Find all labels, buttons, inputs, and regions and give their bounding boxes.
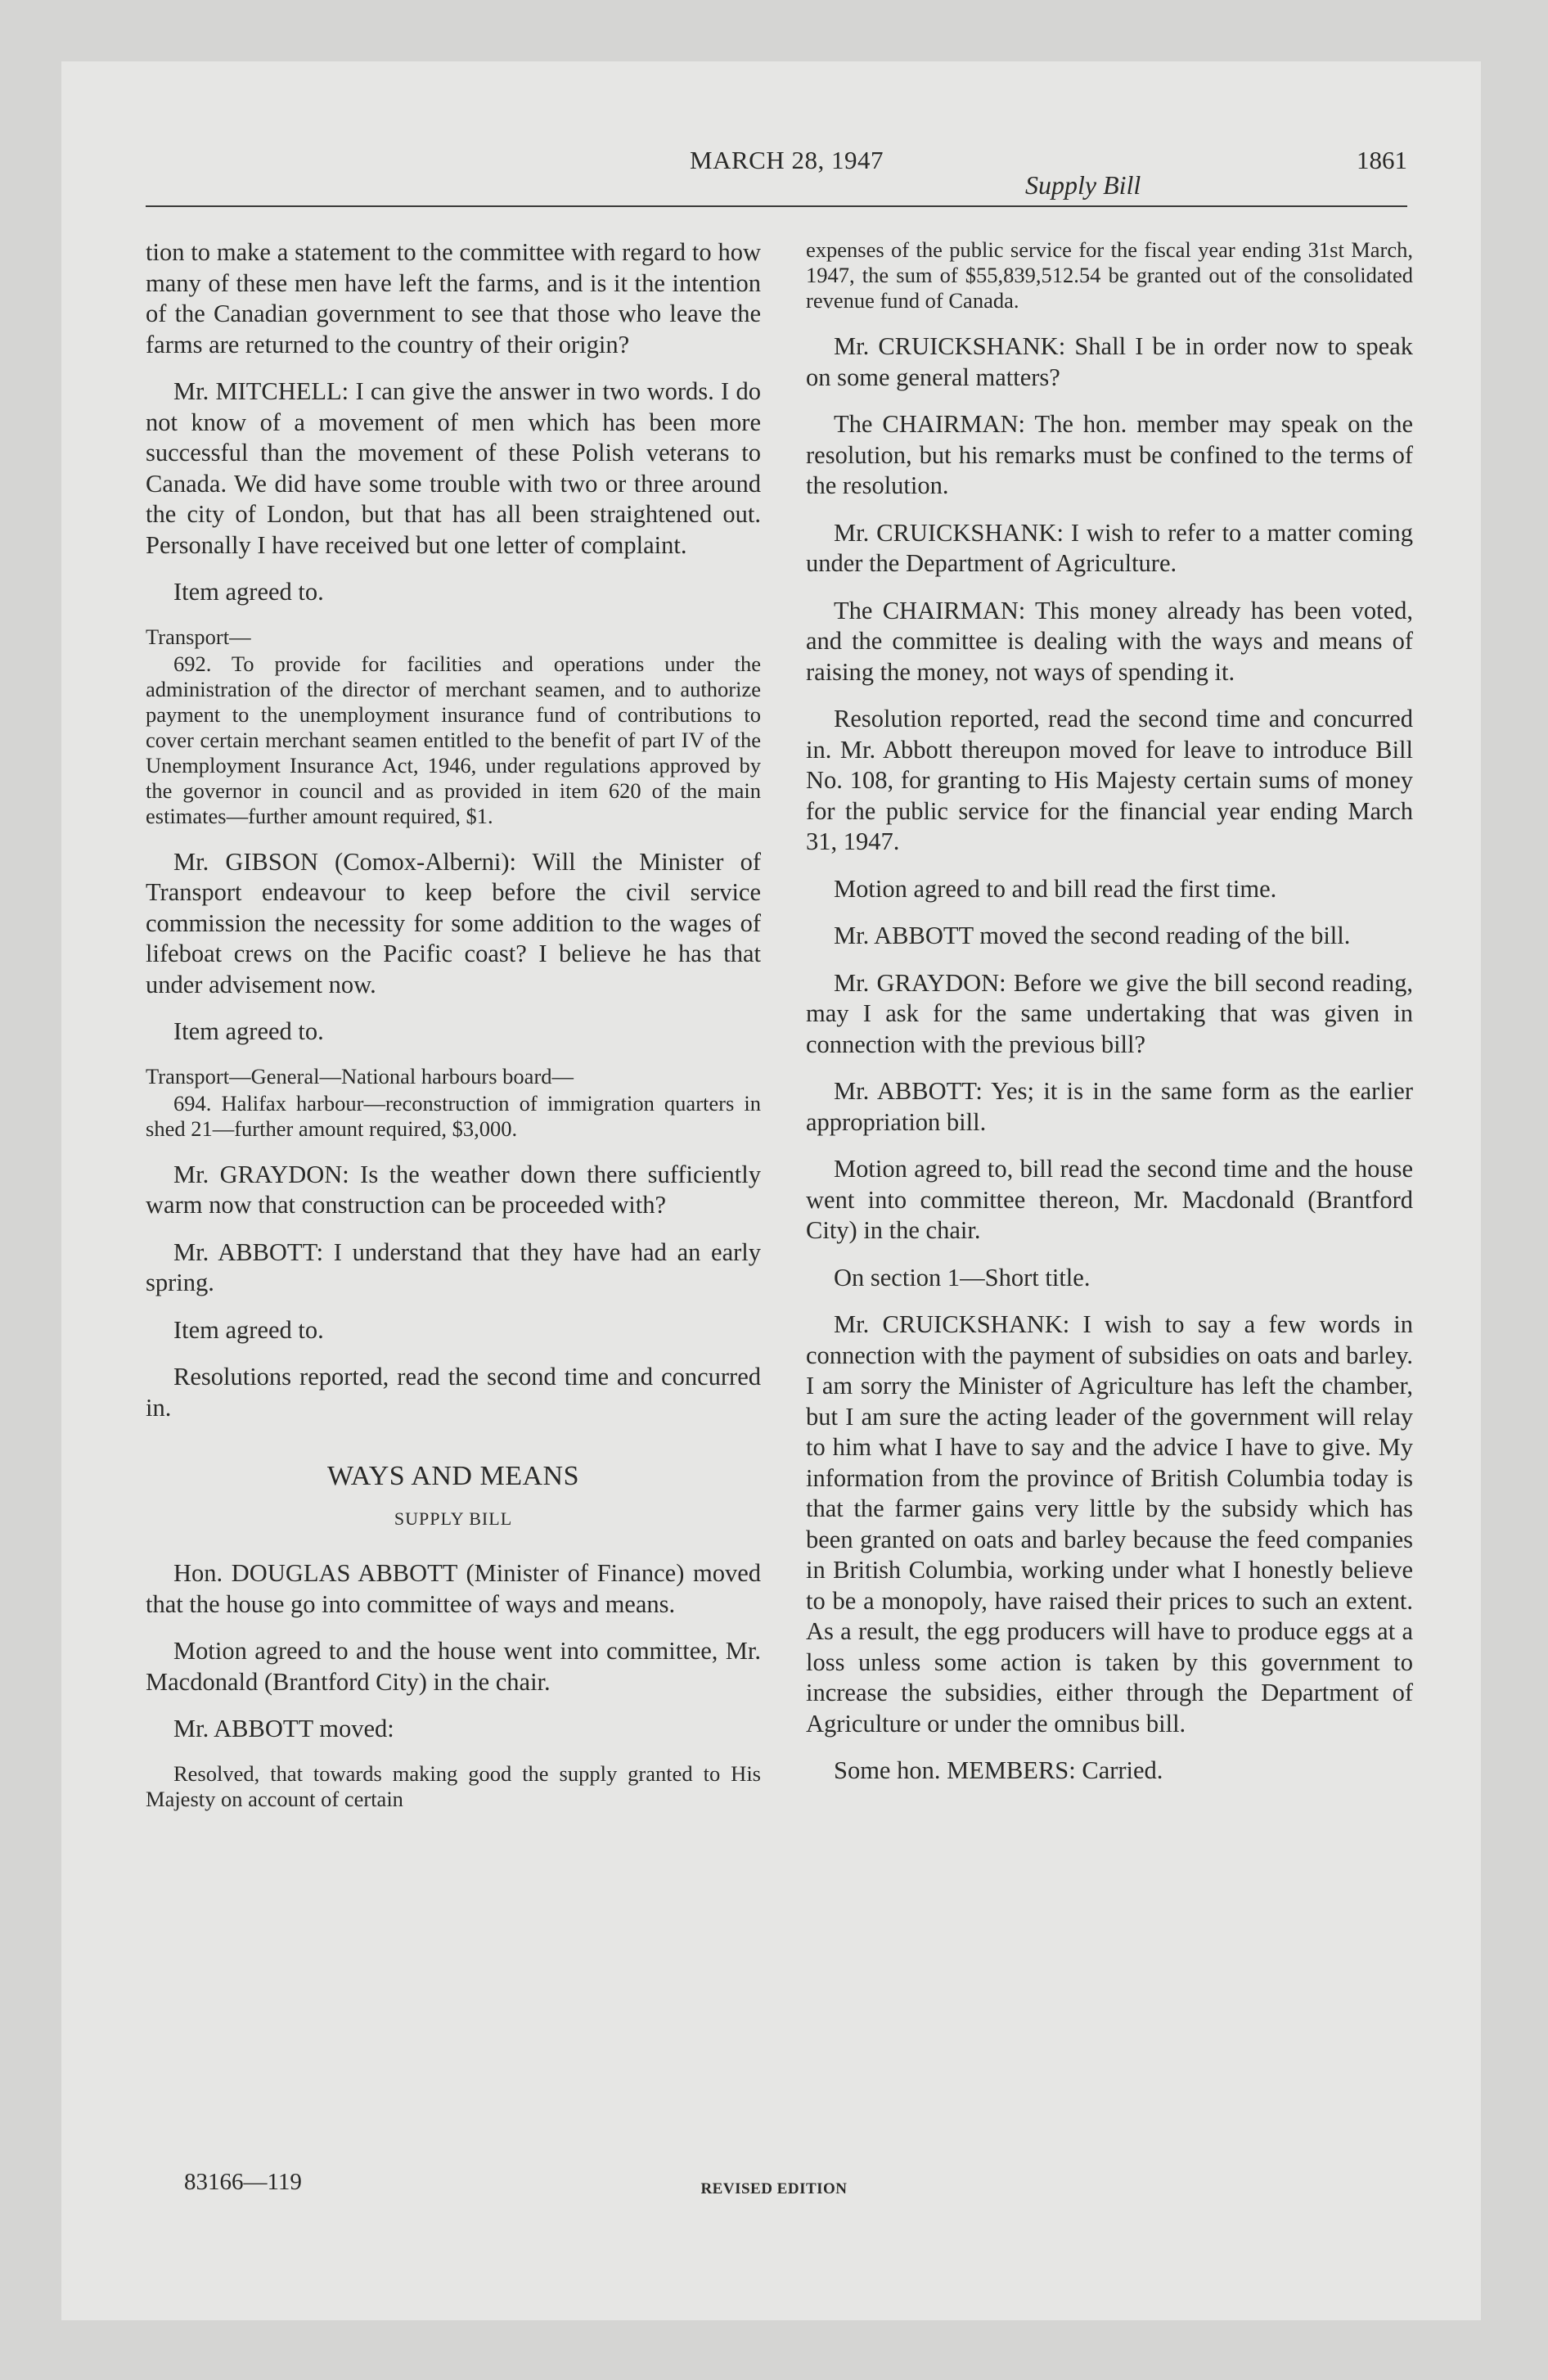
estimate-heading: Transport—: [146, 624, 251, 649]
paragraph: Item agreed to.: [173, 1017, 324, 1045]
paragraph: Resolutions reported, read the second time and concurred in.: [146, 1363, 761, 1422]
paragraph: Mr. ABBOTT: I understand that they have had an early spring.: [146, 1237, 761, 1296]
paragraph: Item agreed to.: [173, 1315, 324, 1344]
paragraph: Mr. CRUICKSHANK: I wish to refer to a matter coming under the Department of Agriculture.: [806, 518, 1413, 577]
paragraph: Mr. GIBSON (Comox-Alberni): Will the Minister of Transport endeavour to keep before the civil service commission the necessity for some addition to the wages of lifeboat crews on the Pacific coast? I believe he has that under advisement now.: [146, 847, 761, 998]
paragraph: Mr. GRAYDON: Before we give the bill second reading, may I ask for the same undertaking that was given in connection with the previous bill?: [806, 968, 1413, 1058]
estimate-heading: Transport—General—National harbours board—: [146, 1063, 574, 1089]
paragraph: Mr. ABBOTT moved the second reading of the bill.: [834, 922, 1351, 949]
paragraph: Motion agreed to and bill read the first time.: [834, 874, 1277, 903]
resolution-text: expenses of the public service for the fiscal year ending 31st March, 1947, the sum of $55,839,512.54 be granted out of the consolidated revenue fund of Canada.: [806, 237, 1413, 313]
paragraph: The CHAIRMAN: This money already has been voted, and the committee is dealing with the ways and means of raising the money, not ways of spending it.: [806, 596, 1413, 686]
paragraph: Motion agreed to and the house went into committee, Mr. Macdonald (Brantford City) in the chair.: [146, 1637, 761, 1696]
paragraph: Hon. DOUGLAS ABBOTT (Minister of Finance) moved that the house go into committee of ways and means.: [146, 1559, 761, 1618]
edition-label: REVISED EDITION: [700, 2180, 848, 2197]
paragraph: Some hon. MEMBERS: Carried.: [834, 1756, 1163, 1784]
resolution-text: Resolved, that towards making good the supply granted to His Majesty on account of certain: [146, 1760, 761, 1811]
print-id: 83166—119: [184, 2169, 302, 2195]
paragraph: tion to make a statement to the committee with regard to how many of these men have left the farms, and is it the intention of the Canadian government to see that those who leave the farms are returned to the country of their origin?: [146, 238, 761, 358]
paragraph: Mr. CRUICKSHANK: Shall I be in order now to speak on some general matters?: [806, 332, 1413, 391]
paragraph: Resolution reported, read the second time and concurred in. Mr. Abbott thereupon moved for leave to introduce Bill No. 108, for granting to His Majesty certain sums of money for the public service for the financial year ending March 31, 1947.: [806, 705, 1413, 855]
paragraph: Mr. ABBOTT moved:: [173, 1715, 394, 1742]
right-column: [806, 237, 1413, 1803]
header-date: MARCH 28, 1947: [690, 146, 884, 174]
estimate-item: 694. Halifax harbour—reconstruction of immigration quarters in shed 21—further amount required, $3,000.: [146, 1090, 761, 1141]
section-title: Supply Bill: [1025, 170, 1141, 200]
section-heading: WAYS AND MEANS: [326, 1461, 580, 1491]
paragraph: Item agreed to.: [173, 578, 324, 606]
subsection-heading: SUPPLY BILL: [394, 1508, 513, 1529]
running-header: [146, 146, 1407, 211]
paragraph: The CHAIRMAN: The hon. member may speak on the resolution, but his remarks must be confined to the terms of the resolution.: [806, 410, 1413, 499]
paragraph: Mr. MITCHELL: I can give the answer in two words. I do not know of a movement of men which has been more successful than the movement of these Polish veterans to Canada. We did have some trouble with two or three around the city of London, but that has all been straightened out. Personally I have received but one letter of complaint.: [146, 377, 761, 559]
paragraph: On section 1—Short title.: [834, 1263, 1091, 1291]
estimate-item: 692. To provide for facilities and operations under the administration of the director of merchant seamen, and to authorize payment to the unemployment insurance fund of contributions to cover certain merchant seamen entitled to the benefit of part IV of the Unemployment Insurance Act, 1946, under regulations approved by the governor in council and as provided in item 620 of the main estimates—further amount required, $1.: [146, 651, 761, 828]
paragraph: Mr. ABBOTT: Yes; it is in the same form as the earlier appropriation bill.: [806, 1077, 1413, 1136]
page-number: 1861: [1357, 146, 1407, 174]
header-rule: [146, 205, 1407, 207]
left-column: [146, 237, 761, 1830]
paragraph: Motion agreed to, bill read the second time and the house went into committee thereon, Mr. Macdonald (Brantford City) in the chair.: [806, 1155, 1413, 1244]
paragraph: Mr. CRUICKSHANK: I wish to say a few words in connection with the payment of subsidies on oats and barley. I am sorry the Minister of Agriculture has left the chamber, but I am sure the acting leader of the government will relay to him what I have to say and the advice I have to give. My information from the province of British Columbia today is that the farmer gains very little by the subsidy which has been granted on oats and barley because the feed companies in British Columbia, working under what I honestly believe to be a monopoly, have raised their prices to such an extent. As a result, the egg producers will have to produce eggs at a loss unless some action is taken by this government to increase the subsidies, either through the Department of Agriculture or under the omnibus bill.: [806, 1310, 1413, 1738]
paragraph: Mr. GRAYDON: Is the weather down there sufficiently warm now that construction can be proceeded with?: [146, 1160, 761, 1219]
